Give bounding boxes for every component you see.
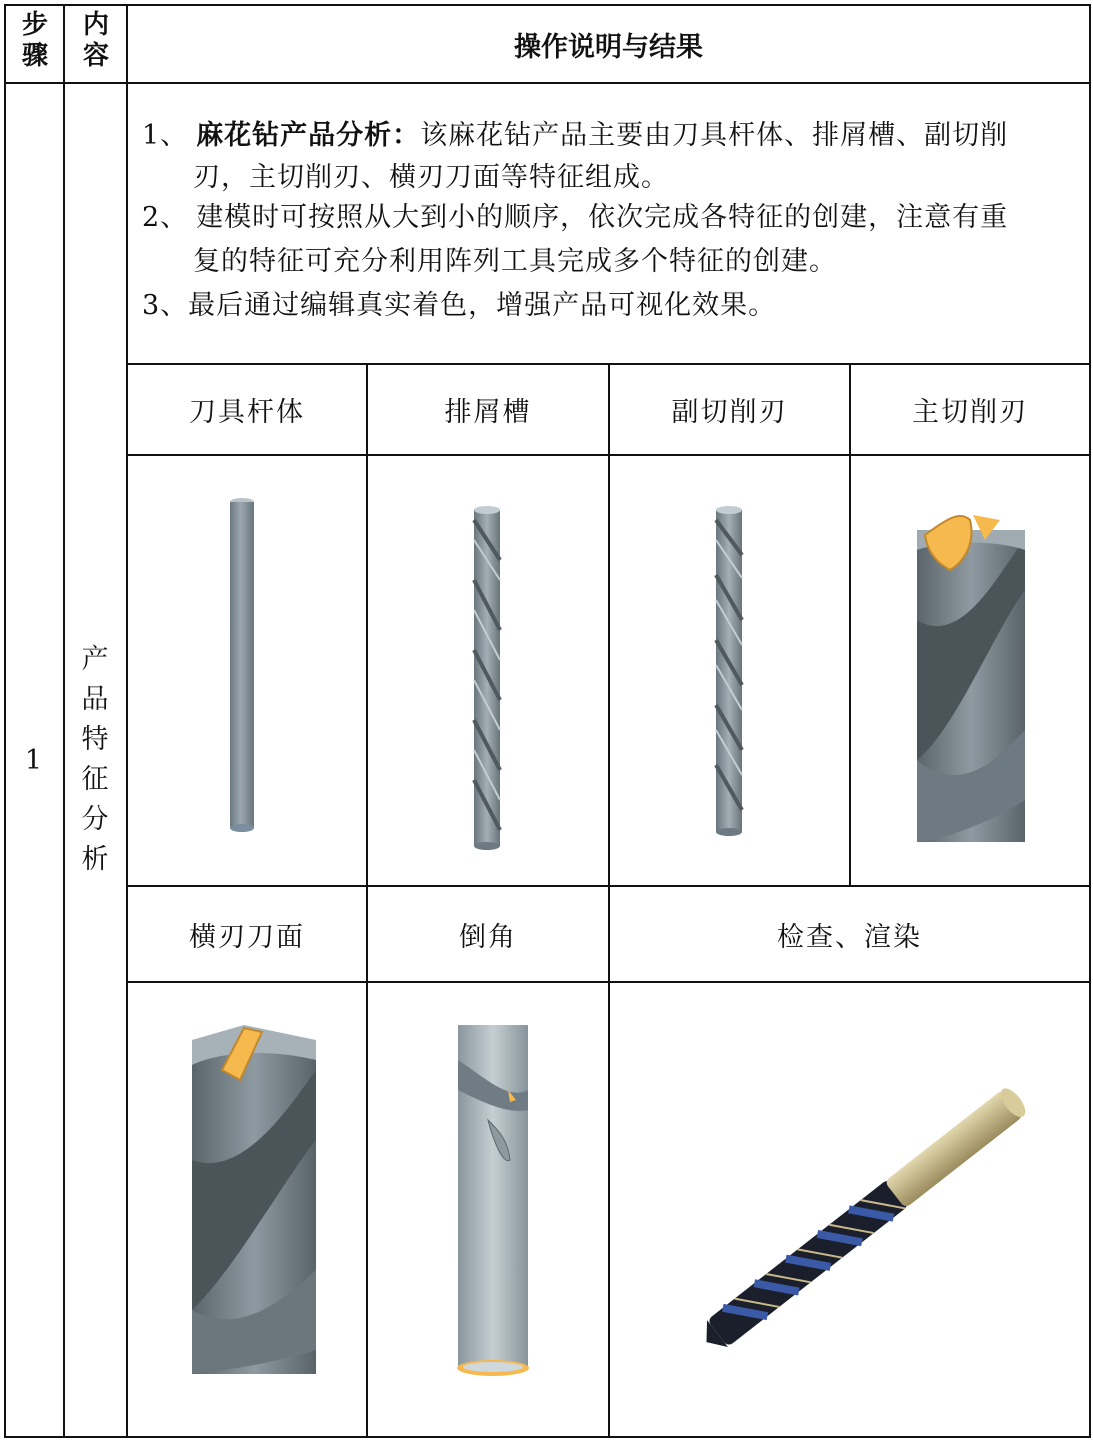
table-left-border — [4, 4, 6, 1438]
item2-number: 2、 — [142, 202, 189, 233]
table-bottom-border — [4, 1436, 1091, 1438]
feature-label-check-render: 检查、渲染 — [777, 921, 922, 953]
feature-label-shank: 刀具杆体 — [189, 397, 305, 428]
main-edge-model-image — [905, 500, 1035, 850]
item1-text-line1: 该麻花钻产品主要由刀具杆体、排屑槽、副切削 — [420, 120, 1009, 151]
shank-model-image — [214, 490, 274, 850]
feature-label-chamfer: 倒角 — [459, 921, 517, 953]
secondary-edge-model-image — [704, 500, 754, 840]
content-title-text: 产品特征分析 — [81, 644, 109, 875]
step-header — [8, 10, 62, 72]
table-right-border — [1089, 4, 1091, 1438]
feature-label-main-edge: 主切削刃 — [912, 397, 1028, 428]
feature-label-flute: 排屑槽 — [444, 397, 532, 428]
content-header-label: 内容 — [82, 10, 109, 71]
flute-model-image — [462, 500, 512, 860]
instruction-item-3: 3、最后通过编辑真实着色，增强产品可视化效果。 — [142, 290, 777, 321]
feature-label-chisel-face: 横刃刀面 — [189, 921, 305, 953]
item2-text-line1: 建模时可按照从大到小的顺序，依次完成各特征的创建，注意有重 — [196, 202, 1009, 233]
instruction-item-2-cont: 复的特征可充分利用阵列工具完成多个特征的创建。 — [193, 246, 837, 277]
instruction-item-1 — [142, 114, 1008, 158]
content-title — [75, 640, 115, 880]
item1-number: 1、 — [142, 120, 189, 151]
content-col-divider — [126, 4, 128, 1438]
content-header — [67, 10, 125, 72]
ops-header: 操作说明与结果 — [514, 31, 703, 63]
header-bottom-border — [4, 82, 1091, 84]
step-header-label: 步骤 — [21, 10, 48, 71]
item1-bold-title: 麻花钻产品分析： — [196, 120, 421, 151]
chisel-face-model-image — [184, 1010, 324, 1380]
feature-label-secondary-edge: 副切削刃 — [671, 397, 788, 428]
instruction-item-1-cont: 刃，主切削刃、横刃刀面等特征组成。 — [193, 162, 669, 193]
step-number: 1 — [24, 744, 45, 776]
instruction-item-2 — [142, 196, 1008, 240]
step-col-divider — [63, 4, 65, 1438]
rendered-drill-image — [686, 1065, 1046, 1370]
chamfer-model-image — [448, 1020, 538, 1380]
